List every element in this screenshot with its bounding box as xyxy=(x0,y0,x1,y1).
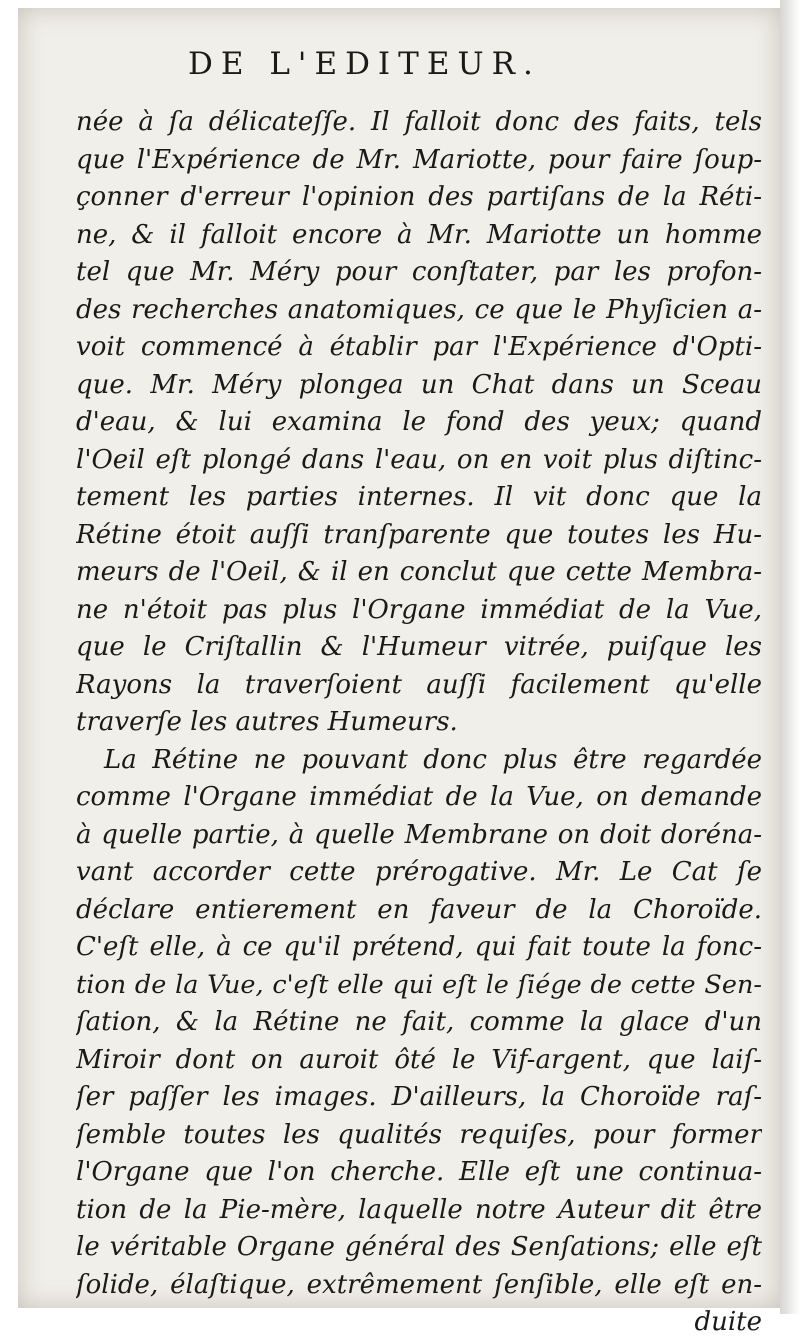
text-line: tement les parties internes. Il vit donc que la xyxy=(76,482,762,512)
text-line: voit commencé à établir par l'Expérience d'Opti- xyxy=(76,332,762,362)
paragraph-end-line: traverſe les autres Humeurs. xyxy=(76,707,458,737)
text-line: Miroir dont on auroit ôté le Vif-argent, que laiſ- xyxy=(76,1044,762,1075)
text-line: ſer paſſer les images. D'ailleurs, la Choroïde raſ- xyxy=(76,1082,762,1112)
text-line: vant accorder cette prérogative. Mr. Le Cat ſe xyxy=(76,857,762,887)
text-line: tion de la Vue, c'eſt elle qui eſt le ſiége de cette Sen- xyxy=(76,969,762,1000)
text-line: ſation, & la Rétine ne fait, comme la glace d'un xyxy=(76,1007,762,1037)
text-line: Rétine étoit auſſi tranſparente que toutes les Hu- xyxy=(76,519,762,550)
text-line: des recherches anatomiques, ce que le Phyſicien a- xyxy=(76,294,762,325)
text-line: l'Organe que l'on cherche. Elle eſt une continua- xyxy=(76,1157,762,1187)
paragraph-start-line: La Rétine ne pouvant donc plus être regardée xyxy=(104,744,762,775)
text-line: née à ſa délicateſſe. Il falloit donc des faits, tels xyxy=(76,107,762,137)
text-line: que le Criſtallin & l'Humeur vitrée, puiſque les xyxy=(76,632,762,662)
text-line: C'eſt elle, à ce qu'il prétend, qui fait toute la fonc- xyxy=(76,932,762,962)
text-line: Rayons la traverſoient auſſi facilement qu'elle xyxy=(76,669,762,700)
page-edge-shadow xyxy=(780,0,800,1314)
text-line: d'eau, & lui examina le fond des yeux; quand xyxy=(76,407,762,437)
text-line: déclare entierement en faveur de la Choroïde. xyxy=(76,894,762,925)
text-line: que. Mr. Méry plongea un Chat dans un Sceau xyxy=(76,369,762,400)
text-line: ſolide, élaſtique, extrêmement ſenſible, elle eſt en- xyxy=(76,1269,762,1300)
text-line: ne, & il falloit encore à Mr. Mariotte un homme xyxy=(76,219,762,250)
text-line: tel que Mr. Méry pour conſtater, par les profon- xyxy=(76,257,762,287)
text-line: à quelle partie, à quelle Membrane on doit doréna- xyxy=(76,819,762,850)
text-line: l'Oeil eſt plongé dans l'eau, on en voit plus diſtinc- xyxy=(76,444,762,475)
text-line: ſemble toutes les qualités requiſes, pour former xyxy=(76,1119,762,1150)
text-line: comme l'Organe immédiat de la Vue, on demande xyxy=(76,782,762,812)
text-line: le véritable Organe général des Senſations; elle eſt xyxy=(76,1232,762,1262)
running-title: DE L'EDITEUR. xyxy=(188,46,541,82)
book-page xyxy=(18,8,780,1337)
body-text xyxy=(76,104,762,1342)
text-line: ne n'étoit pas plus l'Organe immédiat de la Vue, xyxy=(76,594,762,625)
catchword: duite xyxy=(694,1307,762,1337)
text-line: çonner d'erreur l'opinion des partiſans de la Réti- xyxy=(76,182,762,212)
text-line: tion de la Pie-mère, laquelle notre Auteur dit être xyxy=(76,1194,762,1225)
text-line: meurs de l'Oeil, & il en conclut que cette Membra- xyxy=(76,557,762,587)
text-line: que l'Expérience de Mr. Mariotte, pour faire ſoup- xyxy=(76,144,762,175)
